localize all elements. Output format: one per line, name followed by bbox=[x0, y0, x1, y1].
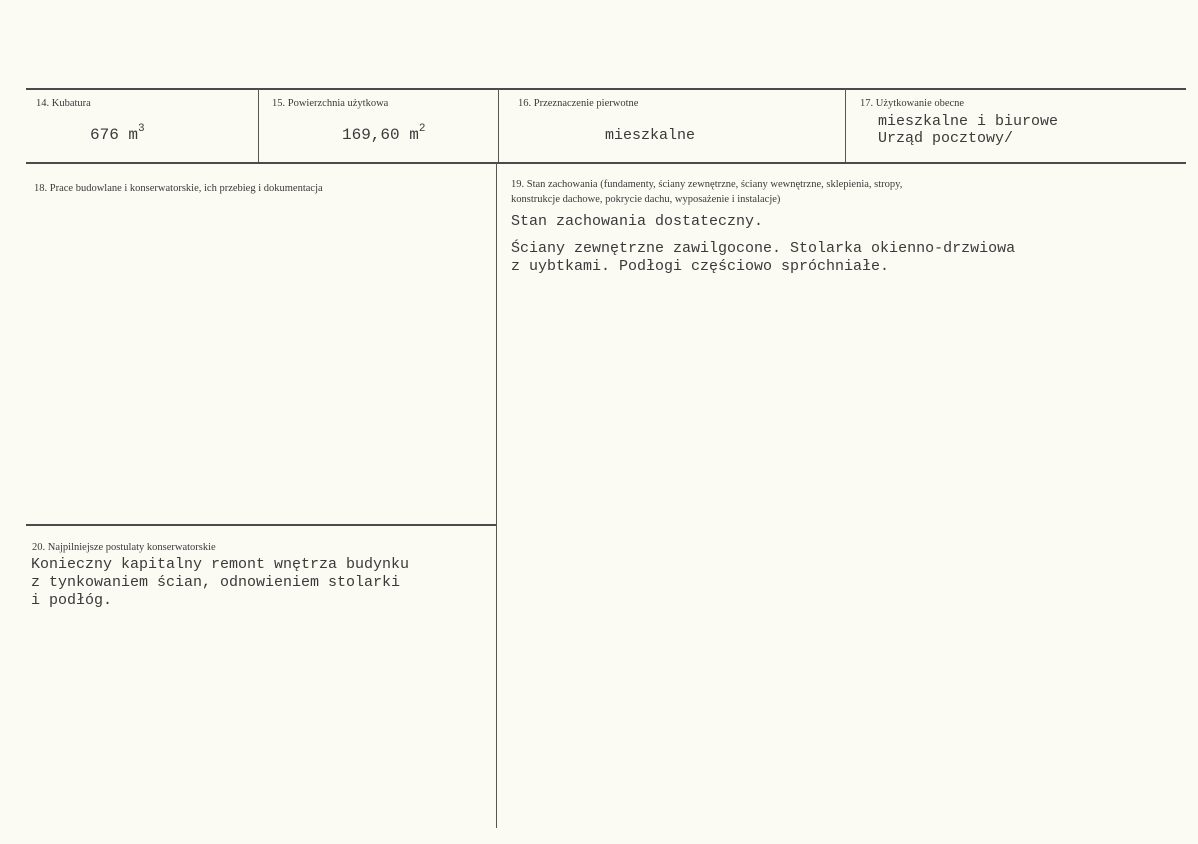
middle-rule bbox=[26, 162, 1186, 164]
value-uzytkowanie-line2: Urząd pocztowy/ bbox=[878, 130, 1014, 147]
text-postulaty-line1: Konieczny kapitalny remont wnętrza budynku bbox=[31, 556, 410, 573]
label-uzytkowanie: 17. Użytkowanie obecne bbox=[860, 98, 965, 109]
label-powierzchnia: 15. Powierzchnia użytkowa bbox=[272, 98, 389, 109]
value-przeznaczenie: mieszkalne bbox=[605, 127, 696, 144]
value-powierzchnia: 169,60 $m^2$ bbox=[342, 123, 426, 144]
label-przeznaczenie: 16. Przeznaczenie pierwotne bbox=[518, 98, 639, 109]
left-column-rule bbox=[26, 524, 496, 526]
text-postulaty-line2: z tynkowaniem ścian, odnowieniem stolarki bbox=[31, 574, 401, 591]
text-stan-zachowania-line1: Stan zachowania dostateczny. bbox=[511, 213, 764, 230]
divider-14-15 bbox=[258, 89, 259, 162]
text-postulaty-line3: i podłóg. bbox=[31, 592, 113, 609]
text-stan-zachowania-line2: Ściany zewnętrzne zawilgocone. Stolarka okienno-drzwiowa bbox=[511, 240, 1016, 257]
text-stan-zachowania-line3: z uybtkami. Podłogi częściowo spróchniałe. bbox=[511, 258, 890, 275]
label-kubatura: 14. Kubatura bbox=[36, 98, 91, 109]
label-prace-budowlane: 18. Prace budowlane i konserwatorskie, ich przebieg i dokumentacja bbox=[34, 183, 323, 194]
label-postulaty: 20. Najpilniejsze postulaty konserwatorskie bbox=[32, 542, 216, 553]
value-uzytkowanie-line1: mieszkalne i biurowe bbox=[878, 113, 1059, 130]
label-stan-zachowania-line2: konstrukcje dachowe, pokrycie dachu, wyposażenie i instalacje) bbox=[511, 194, 781, 205]
column-divider bbox=[496, 163, 497, 828]
label-stan-zachowania-line1: 19. Stan zachowania (fundamenty, ściany zewnętrzne, ściany wewnętrzne, sklepienia, stropy, bbox=[511, 179, 903, 190]
value-kubatura: 676 $m^3$ bbox=[90, 123, 145, 144]
divider-16-17 bbox=[845, 89, 846, 162]
top-rule bbox=[26, 88, 1186, 90]
divider-15-16 bbox=[498, 89, 499, 162]
